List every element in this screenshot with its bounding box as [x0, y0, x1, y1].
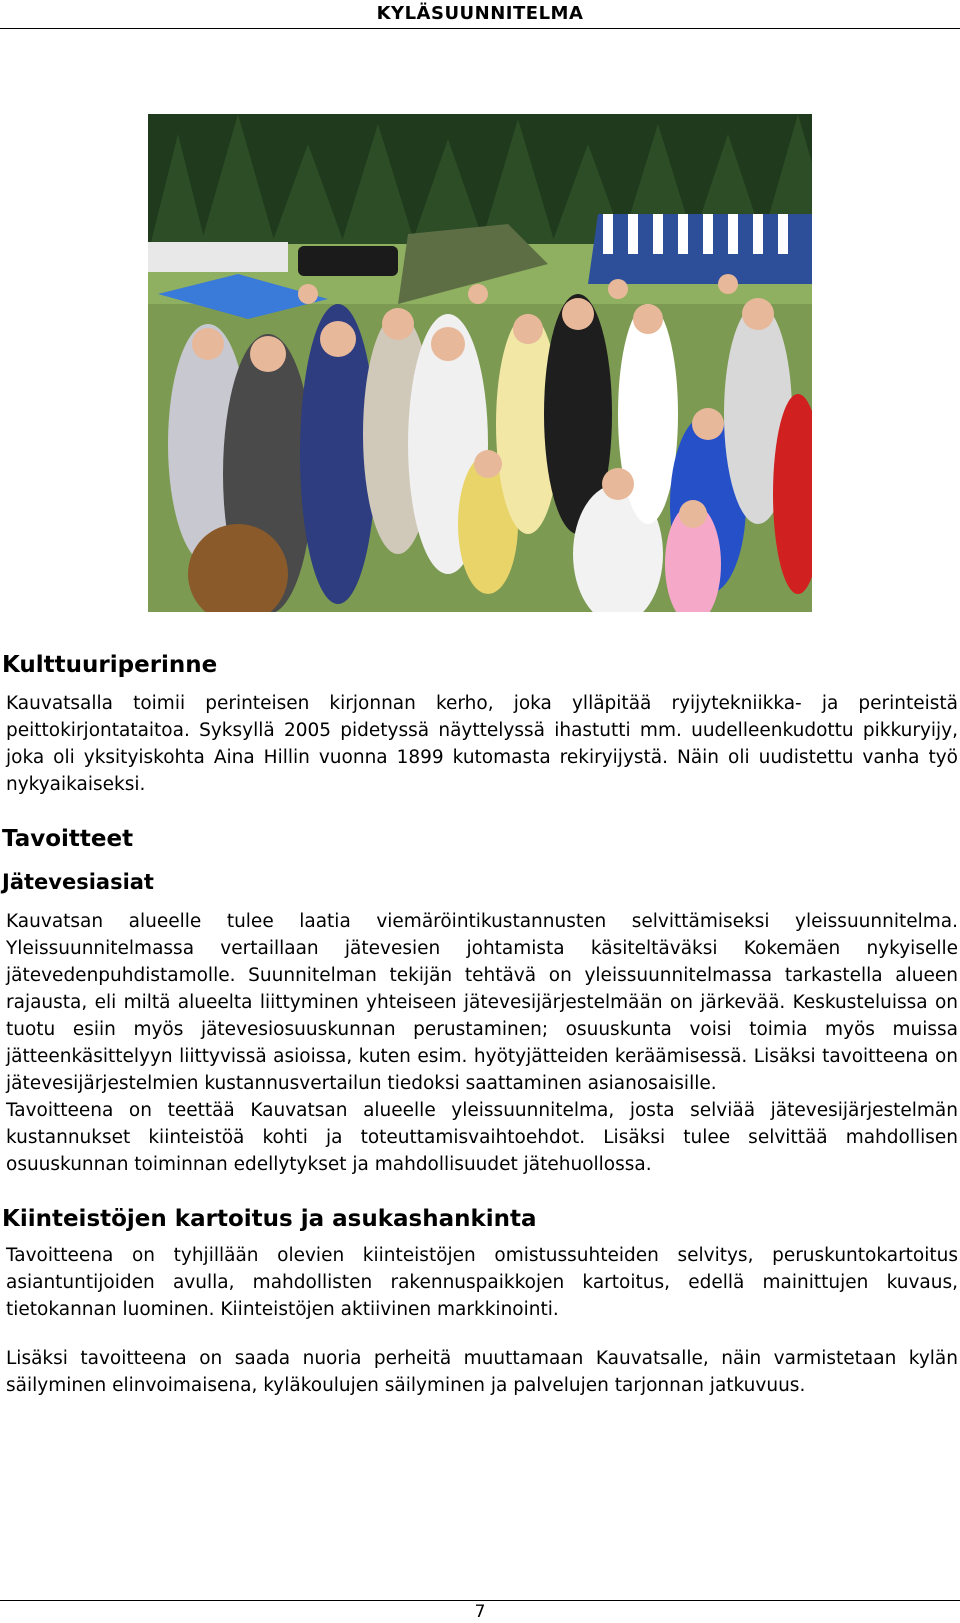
heading-kulttuuriperinne: Kulttuuriperinne [2, 652, 218, 678]
event-photo [148, 114, 812, 612]
page-footer [0, 1600, 960, 1623]
paragraph-jatevesi-2: Tavoitteena on teettää Kauvatsan alueelle yleissuunnitelma, josta selviää jätevesijärjestelmän kustannukset kiinteistöä kohti ja toteuttamisvaihtoehdot. Lisäksi tulee selvittää mahdollisen osuuskunnan toiminnan edellytykset ja mahdollisuudet jätehuollossa. [6, 1100, 958, 1175]
crowd-photo-illustration [148, 114, 812, 612]
page-number: 7 [474, 1602, 486, 1622]
heading-kiinteistojen-kartoitus: Kiinteistöjen kartoitus ja asukashankinta [2, 1206, 537, 1232]
paragraph-jatevesi-1: Kauvatsan alueelle tulee laatia viemäröintikustannusten selvittämiseksi yleissuunnitelma. Yleissuunnitelmassa vertaillaan jätevesien johtamista käsiteltäväksi Kokemäen nykyiselle jätevedenpuhdistamolle. Suunnitelman tekijän tehtävä on yleissuunnitelmassa tarkastella alueen rajausta, eli miltä alueelta liittyminen yhteiseen jätevesijärjestelmään on järkevää. Keskusteluissa on tuotu esiin myös jätevesiosuuskunnan perustaminen; osuuskunta voisi toimia myös muissa jätteenkäsittelyyn liittyvissä asioissa, kuten esim. hyötyjätteiden keräämisessä. Lisäksi tavoitteena on jätevesijärjestelmien kustannusvertailun tiedoksi saattaminen asianosaisille. [6, 911, 958, 1094]
paragraph-kulttuuriperinne: Kauvatsalla toimii perinteisen kirjonnan kerho, joka ylläpitää ryijytekniikka- ja perinteistä peittokirjontataitoa. Syksyllä 2005 pidetyssä näyttelyssä ihastutti mm. uudelleenkudottu pikkuryijy, joka oli yksityiskohta Aina Hillin vuonna 1899 kutomasta rekiryijystä. Näin oli uudistettu vanha työ nykyaikaiseksi. [6, 693, 958, 795]
paragraph-kiinteistot-2: Lisäksi tavoitteena on saada nuoria perheitä muuttamaan Kauvatsalle, näin varmistetaan kylän säilyminen elinvoimaisena, kyläkoulujen säilyminen ja palvelujen tarjonnan jatkuvuus. [6, 1348, 958, 1396]
heading-jatevesiasiat: Jätevesiasiat [2, 870, 154, 894]
paragraph-kiinteistot-1: Tavoitteena on tyhjillään olevien kiinteistöjen omistussuhteiden selvitys, peruskuntokartoitus asiantuntijoiden avulla, mahdollisten rakennuspaikkojen kartoitus, edellä mainittujen kuvaus, tietokannan luominen. Kiinteistöjen aktiivinen markkinointi. [6, 1245, 958, 1320]
header-title: KYLÄSUUNNITELMA [376, 3, 584, 24]
heading-tavoitteet: Tavoitteet [2, 826, 134, 852]
document-body [2, 650, 958, 1399]
page-header [0, 0, 960, 29]
